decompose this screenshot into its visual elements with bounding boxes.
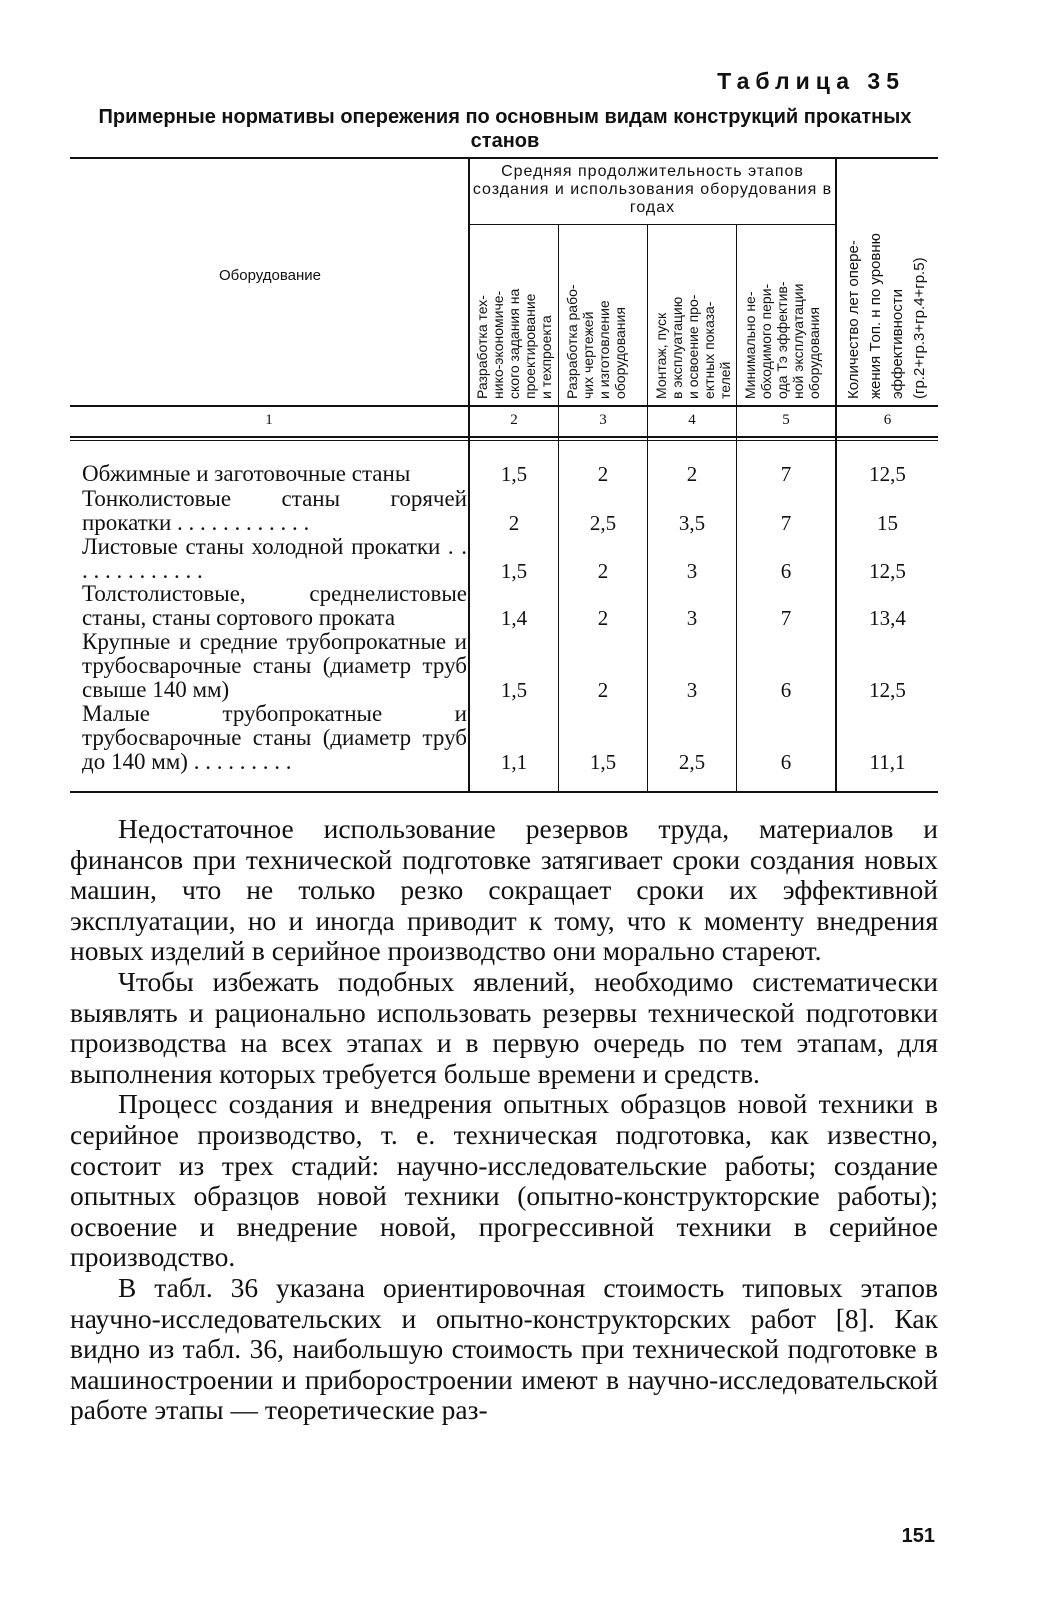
column-number: 5: [782, 412, 790, 428]
row-value: 1,5: [500, 462, 528, 486]
row-value: 2: [597, 462, 609, 486]
table-title: Примерные нормативы опережения по основным видам конструкций прокатных станов: [98, 106, 912, 152]
row-value: 11,1: [869, 750, 906, 774]
table-row: [70, 582, 938, 630]
body-text: [70, 814, 938, 1426]
header-group: Средняя продолжительность этапов создания и использования оборудования в годах: [472, 163, 833, 216]
row-value: 3: [686, 559, 698, 583]
row-value: 2: [597, 606, 609, 630]
column-number: 2: [510, 412, 518, 428]
column-number-rule: [70, 436, 938, 438]
row-value: 2: [597, 559, 609, 583]
row-value: 7: [780, 511, 792, 535]
row-equipment-name: Тонколистовые станы горячей прокатки . . . . . . . . . . . .: [82, 486, 467, 535]
header-bottom-rule: [70, 405, 938, 407]
paragraph: Процесс создания и внедрения опытных образцов новой техники в серийное производство, т. е. техническая подготовка, как известно, состоит из трех стадий: научно-исследовательские работы; создание опытных образцов новой техники (опытно-конструкторские работы); освоение и внедрение новой, прогрессивной техники в серийное производство.: [70, 1088, 938, 1273]
row-value: 6: [780, 750, 792, 774]
table-row: [70, 487, 938, 535]
row-value: 1,5: [500, 559, 528, 583]
header-col6: Количество лет опере- жения Tоп. н по уровню эффективности (гр.2+гр.3+гр.4+гр.5): [845, 233, 928, 399]
table-row: [70, 702, 938, 774]
row-value: 6: [780, 559, 792, 583]
row-value: 2,5: [678, 750, 706, 774]
row-value: 12,5: [869, 462, 906, 486]
row-value: 2: [508, 511, 520, 535]
header-col2: Разработка тех- нико-экономиче- ского задания на проектирование и техпроекта: [474, 288, 554, 399]
header-equipment: Оборудование: [218, 267, 322, 284]
table-row: [70, 630, 938, 702]
row-value: 15: [877, 511, 898, 535]
group-header-rule: [470, 224, 835, 225]
row-value: 2,5: [589, 511, 617, 535]
row-value: 3,5: [678, 511, 706, 535]
table-top-rule: [70, 157, 938, 159]
table-bottom-rule: [70, 791, 938, 793]
paragraph: Недостаточное использование резервов труда, материалов и финансов при технической подготовке затягивает сроки создания новых машин, что не только резко сокращает сроки их эффективной эксплуатации, но и иногда приводит к тому, что к моменту внедрения новых изделий в серийное производство они морально стареют.: [70, 813, 938, 967]
row-value: 3: [686, 606, 698, 630]
row-value: 3: [686, 678, 698, 702]
column-number: 4: [688, 412, 696, 428]
paragraph: В табл. 36 указана ориентировочная стоимость типовых этапов научно-исследовательских и опытно-конструкторских работ [8]. Как видно из табл. 36, наибольшую стоимость при технической подготовке в машиностроении и приборостроении имеют в научно-исследовательской работе этапы — теоретические раз-: [70, 1271, 938, 1426]
row-value: 1,5: [589, 750, 617, 774]
row-equipment-name: Толстолистовые, среднелистовые станы, станы сортового проката: [82, 581, 467, 630]
row-value: 1,4: [500, 606, 528, 630]
row-value: 7: [780, 462, 792, 486]
column-number-rule-2: [70, 440, 938, 441]
row-equipment-name: Листовые станы холодной прокатки . . . . . . . . . . . . .: [82, 534, 467, 583]
header-col4: Монтаж, пуск в эксплуатацию и освоение про- ектных показа- телей: [653, 294, 733, 399]
table-row: [70, 462, 938, 486]
row-value: 13,4: [869, 606, 906, 630]
row-equipment-name: Малые трубопрокатные и трубосварочные станы (диаметр труб до 140 мм) . . . . . . . . .: [82, 701, 467, 774]
column-number: 3: [599, 412, 607, 428]
paragraph: Чтобы избежать подобных явлений, необходимо систематически выявлять и рационально использовать резервы технической подготовки производства на всех этапах и в первую очередь по тем этапам, для выполнения которых требуется больше времени и средств.: [70, 965, 938, 1089]
table-row: [70, 535, 938, 583]
row-value: 6: [780, 678, 792, 702]
row-value: 12,5: [869, 559, 906, 583]
row-value: 1,1: [500, 750, 528, 774]
header-col5: Минимально не- обходимого пери- ода Tэ эффектив- ной эксплуатации оборудования: [742, 281, 822, 399]
page-number: 151: [901, 1525, 935, 1547]
column-number: 1: [265, 412, 273, 428]
row-value: 7: [780, 606, 792, 630]
table-label: Таблица 35: [717, 68, 905, 94]
row-value: 2: [597, 678, 609, 702]
row-equipment-name: Крупные и средние трубопрокатные и трубосварочные станы (диаметр труб свыше 140 мм): [82, 629, 467, 702]
row-value: 2: [686, 462, 698, 486]
column-number: 6: [883, 412, 892, 428]
row-equipment-name: Обжимные и заготовочные станы: [82, 461, 411, 486]
header-col3: Разработка рабо- чих чертежей и изготовление оборудования: [564, 284, 628, 399]
row-value: 1,5: [500, 678, 528, 702]
norms-table: [70, 157, 938, 793]
row-value: 12,5: [869, 678, 906, 702]
